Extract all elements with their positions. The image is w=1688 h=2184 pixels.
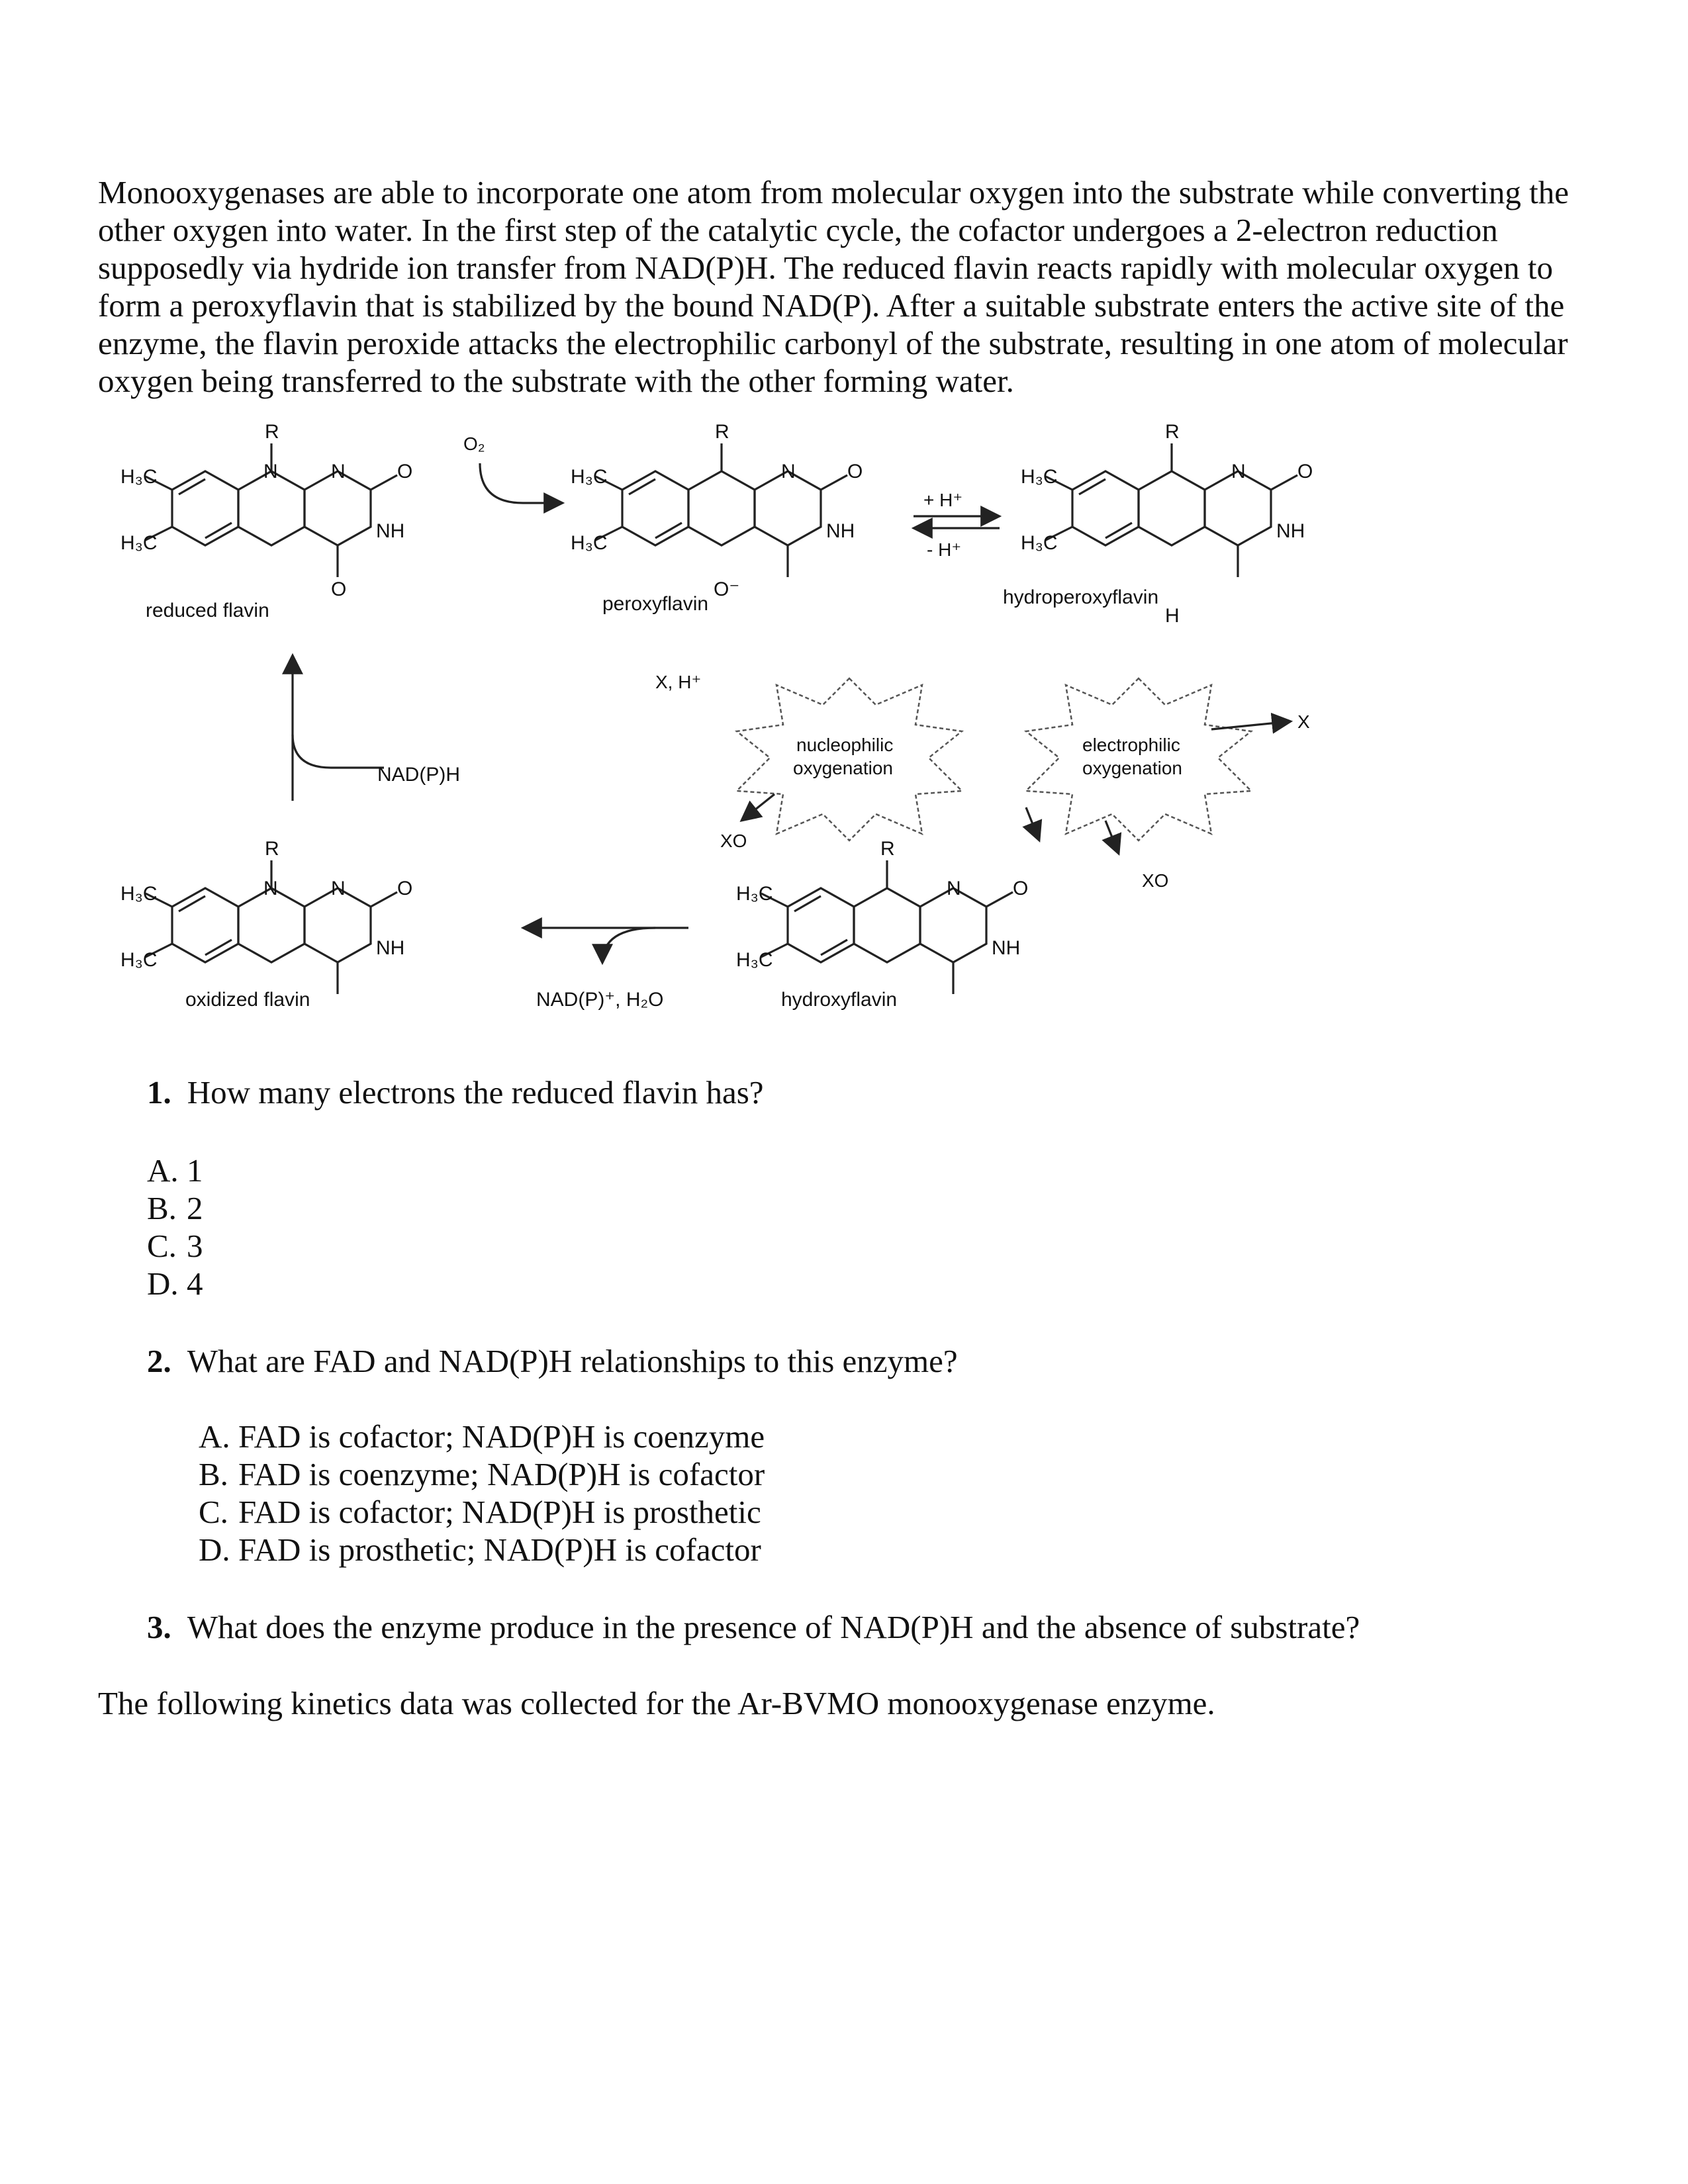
x-label: X (1297, 711, 1310, 732)
hydroperoxyflavin-label: hydroperoxyflavin (1003, 586, 1159, 608)
atom-label: N (263, 461, 278, 482)
electrophilic-text-1: electrophilic (1082, 735, 1180, 755)
atom-label: NH (376, 520, 405, 542)
option-a: A. 1 (147, 1152, 203, 1189)
x-h-label: X, H⁺ (655, 672, 702, 692)
atom-label: O (397, 878, 413, 899)
hydroxyflavin-structure (736, 838, 1028, 994)
question-1 (147, 1073, 764, 1111)
nucleophilic-oxygenation-burst (737, 678, 962, 841)
atom-label: H₃C (120, 883, 158, 905)
atom-label: N (331, 461, 346, 482)
atom-label: H₃C (736, 949, 773, 971)
nadph-label: NAD(P)H (377, 764, 460, 786)
minus-h-label: - H⁺ (927, 539, 962, 560)
option-c: C. 3 (147, 1228, 203, 1264)
option-d: D. FAD is prosthetic; NAD(P)H is cofactor (199, 1531, 761, 1568)
o2-label: O₂ (463, 433, 485, 454)
option-a: A. FAD is cofactor; NAD(P)H is coenzyme (199, 1418, 765, 1455)
atom-label: R (880, 838, 895, 860)
atom-label: H (1165, 605, 1180, 627)
question-3 (147, 1608, 1360, 1646)
question-text: How many electrons the reduced flavin has? (187, 1074, 764, 1111)
atom-label: NH (826, 520, 855, 542)
electrophilic-text-2: oxygenation (1082, 758, 1183, 778)
option-b: B. FAD is coenzyme; NAD(P)H is cofactor (199, 1456, 765, 1492)
atom-label: O (1013, 878, 1029, 899)
question-text: What are FAD and NAD(P)H relationships to this enzyme? (187, 1343, 958, 1379)
atom-label: NH (376, 937, 405, 959)
nadp-h2o-label: NAD(P)⁺, H₂O (536, 989, 664, 1011)
atom-label: H₃C (120, 532, 158, 554)
question-number: 1. (147, 1074, 171, 1111)
atom-label: O (331, 578, 347, 600)
plus-h-label: + H⁺ (923, 490, 963, 510)
atom-label: O (397, 461, 413, 482)
atom-label: O (847, 461, 863, 482)
question-2-options (199, 1418, 765, 1569)
nucleophilic-text-1: nucleophilic (796, 735, 894, 755)
electrophilic-oxygenation-burst (1026, 678, 1251, 841)
atom-label: R (1165, 424, 1180, 443)
peroxyflavin-label: peroxyflavin (602, 593, 709, 615)
nucleophilic-text-2: oxygenation (793, 758, 894, 778)
atom-label: H₃C (571, 532, 608, 554)
atom-label: R (265, 838, 279, 860)
atom-label: N (781, 461, 796, 482)
atom-label: H₃C (736, 883, 773, 905)
reduced-flavin-structure (120, 424, 412, 600)
xo-label: XO (720, 831, 747, 851)
atom-label: H₃C (120, 466, 158, 488)
option-b: B. 2 (147, 1190, 203, 1226)
xo-label: XO (1142, 870, 1169, 891)
atom-label: NH (1276, 520, 1305, 542)
atom-label: H₃C (1021, 532, 1058, 554)
atom-label: O⁻ (714, 578, 740, 600)
atom-label: N (331, 878, 346, 899)
intro-paragraph: Monooxygenases are able to incorporate one atom from molecular oxygen into the substrate while converting the other oxygen into water. In the first step of the catalytic cycle, the cofactor undergoes a 2-electron reduction supposedly via hydride ion transfer from NAD(P)H. The reduced flavin reacts rapidly with molecular oxygen to form a peroxyflavin that is stabilized by the bound NAD(P). After a suitable substrate enters the active site of the enzyme, the flavin peroxide attacks the electrophilic carbonyl of the substrate, resulting in one atom of molecular oxygen being transferred to the substrate with the other forming water. (98, 174, 1570, 399)
hydroxyflavin-label: hydroxyflavin (781, 989, 898, 1011)
kinetics-intro-line: The following kinetics data was collected for the Ar-BVMO monooxygenase enzyme. (98, 1685, 1215, 1721)
option-c: C. FAD is cofactor; NAD(P)H is prosthetic (199, 1494, 761, 1530)
atom-label: H₃C (571, 466, 608, 488)
oxidized-flavin-label: oxidized flavin (185, 989, 310, 1011)
option-d: D. 4 (147, 1265, 203, 1302)
reduced-flavin-label: reduced flavin (146, 600, 269, 621)
atom-label: R (265, 424, 279, 443)
question-2 (147, 1342, 958, 1380)
oxidized-flavin-structure (120, 838, 412, 994)
question-number: 2. (147, 1343, 171, 1379)
atom-label: O (1297, 461, 1313, 482)
atom-label: NH (992, 937, 1021, 959)
atom-label: R (715, 424, 729, 443)
peroxyflavin-structure (571, 424, 863, 600)
question-1-options (147, 1152, 203, 1302)
atom-label: N (1231, 461, 1246, 482)
atom-label: H₃C (1021, 466, 1058, 488)
flavin-catalytic-cycle-diagram (113, 424, 1582, 1059)
question-number: 3. (147, 1609, 171, 1645)
atom-label: N (263, 878, 278, 899)
atom-label: N (947, 878, 961, 899)
atom-label: H₃C (120, 949, 158, 971)
question-text: What does the enzyme produce in the presence of NAD(P)H and the absence of substrate? (187, 1609, 1360, 1645)
